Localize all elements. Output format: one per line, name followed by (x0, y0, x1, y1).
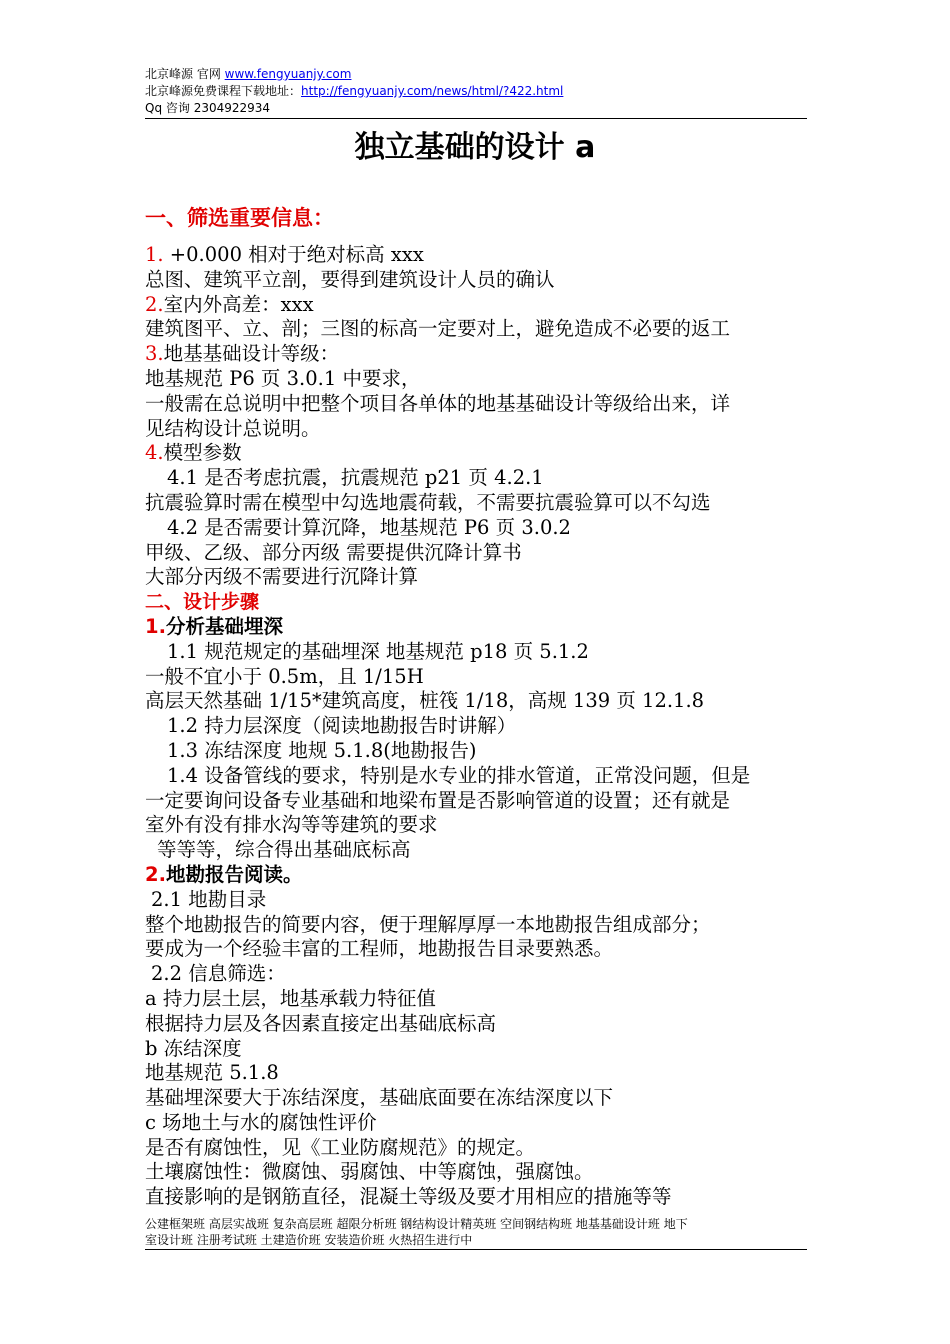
paragraph: 甲级、乙级、部分丙级 需要提供沉降计算书 (145, 540, 522, 564)
paragraph: 高层天然基础 1/15*建筑高度，桩筏 1/18，高规 139 页 12.1.8 (145, 689, 705, 713)
paragraph: 室外有没有排水沟等等建筑的要求 (145, 813, 438, 837)
page-footer (145, 1216, 810, 1248)
subitem-2-1: 2.1 地勘目录 (151, 887, 267, 911)
paragraph: 一般需在总说明中把整个项目各单体的地基基础设计等级给出来，详 (145, 391, 731, 415)
header-line-2 (145, 83, 807, 100)
item-2: 2.室内外高差：xxx (145, 292, 314, 316)
document-body (145, 203, 810, 1210)
download-link[interactable]: http://fengyuanjy.com/news/html/?422.html (301, 84, 564, 98)
item-1: 1. +0.000 相对于绝对标高 xxx (145, 243, 424, 266)
header-download-label: 北京峰源免费课程下载地址： (145, 84, 302, 98)
item-number: 4. (145, 441, 164, 465)
header-org-label: 北京峰源 官网 (145, 67, 225, 81)
footer-line-2: 室设计班 注册考试班 土建造价班 安装造价班 火热招生进行中 (145, 1233, 473, 1247)
document-title: 独立基础的设计 a (354, 130, 596, 165)
site-link[interactable]: www.fengyuanjy.com (224, 67, 352, 81)
subitem-1-1: 1.1 规范规定的基础埋深 地基规范 p18 页 5.1.2 (167, 639, 589, 663)
item-number: 2. (145, 862, 166, 886)
paragraph: 地基规范 P6 页 3.0.1 中要求， (145, 366, 421, 390)
item-number: 2. (145, 292, 164, 316)
header-divider (145, 118, 807, 119)
paragraph: 根据持力层及各因素直接定出基础底标高 (145, 1011, 497, 1035)
subitem-1-3: 1.3 冻结深度 地规 5.1.8(地勘报告) (167, 738, 477, 762)
paragraph: 总图、建筑平立剖，要得到建筑设计人员的确认 (145, 267, 555, 291)
subitem-4-2: 4.2 是否需要计算沉降，地基规范 P6 页 3.0.2 (167, 515, 571, 539)
paragraph: 土壤腐蚀性：微腐蚀、弱腐蚀、中等腐蚀，强腐蚀。 (145, 1160, 594, 1184)
step-1-heading: 1.分析基础埋深 (145, 614, 283, 638)
paragraph: 一定要询问设备专业基础和地梁布置是否影响管道的设置；还有就是 (145, 788, 731, 812)
list-item-c: c 场地土与水的腐蚀性评价 (145, 1110, 377, 1134)
item-4: 4.模型参数 (145, 441, 242, 465)
item-3: 3.地基基础设计等级： (145, 342, 340, 366)
paragraph: 见结构设计总说明。 (145, 416, 321, 440)
paragraph: 直接影响的是钢筋直径，混凝土等级及要才用相应的措施等等 (145, 1185, 672, 1209)
page-header (145, 66, 807, 117)
section-1-heading: 一、筛选重要信息： (145, 206, 334, 230)
paragraph: 地基规范 5.1.8 (145, 1061, 279, 1085)
subitem-1-2: 1.2 持力层深度（阅读地勘报告时讲解） (167, 714, 517, 738)
paragraph: 是否有腐蚀性，见《工业防腐规范》的规定。 (145, 1135, 536, 1159)
paragraph: 大部分丙级不需要进行沉降计算 (145, 565, 419, 589)
item-number: 3. (145, 342, 164, 366)
item-number: 1. (145, 614, 166, 638)
subitem-2-2: 2.2 信息筛选： (151, 962, 286, 986)
paragraph: 一般不宜小于 0.5m，且 1/15H (145, 664, 424, 688)
paragraph: 建筑图平、立、剖；三图的标高一定要对上，避免造成不必要的返工 (145, 317, 731, 341)
paragraph: 基础埋深要大于冻结深度，基础底面要在冻结深度以下 (145, 1086, 614, 1110)
subitem-1-4: 1.4 设备管线的要求，特别是水专业的排水管道，正常没问题，但是 (167, 763, 751, 787)
subitem-4-1: 4.1 是否考虑抗震，抗震规范 p21 页 4.2.1 (167, 466, 544, 490)
footer-divider (145, 1249, 807, 1250)
list-item-b: b 冻结深度 (145, 1036, 242, 1060)
header-qq: Qq 咨询 2304922934 (145, 101, 271, 115)
list-item-a: a 持力层土层，地基承载力特征值 (145, 986, 436, 1010)
header-line-1 (145, 66, 807, 83)
footer-line-1: 公建框架班 高层实战班 复杂高层班 超限分析班 钢结构设计精英班 空间钢结构班 地基基础设计班 地下 (145, 1217, 688, 1231)
item-number: 1. (145, 243, 164, 266)
paragraph: 整个地勘报告的简要内容，便于理解厚厚一本地勘报告组成部分； (145, 912, 711, 936)
step-2-heading: 2.地勘报告阅读。 (145, 862, 303, 886)
paragraph: 抗震验算时需在模型中勾选地震荷载，不需要抗震验算可以不勾选 (145, 490, 711, 514)
paragraph: 要成为一个经验丰富的工程师，地勘报告目录要熟悉。 (145, 937, 614, 961)
paragraph: 等等等，综合得出基础底标高 (157, 838, 411, 862)
section-2-heading: 二、设计步骤 (145, 591, 260, 614)
